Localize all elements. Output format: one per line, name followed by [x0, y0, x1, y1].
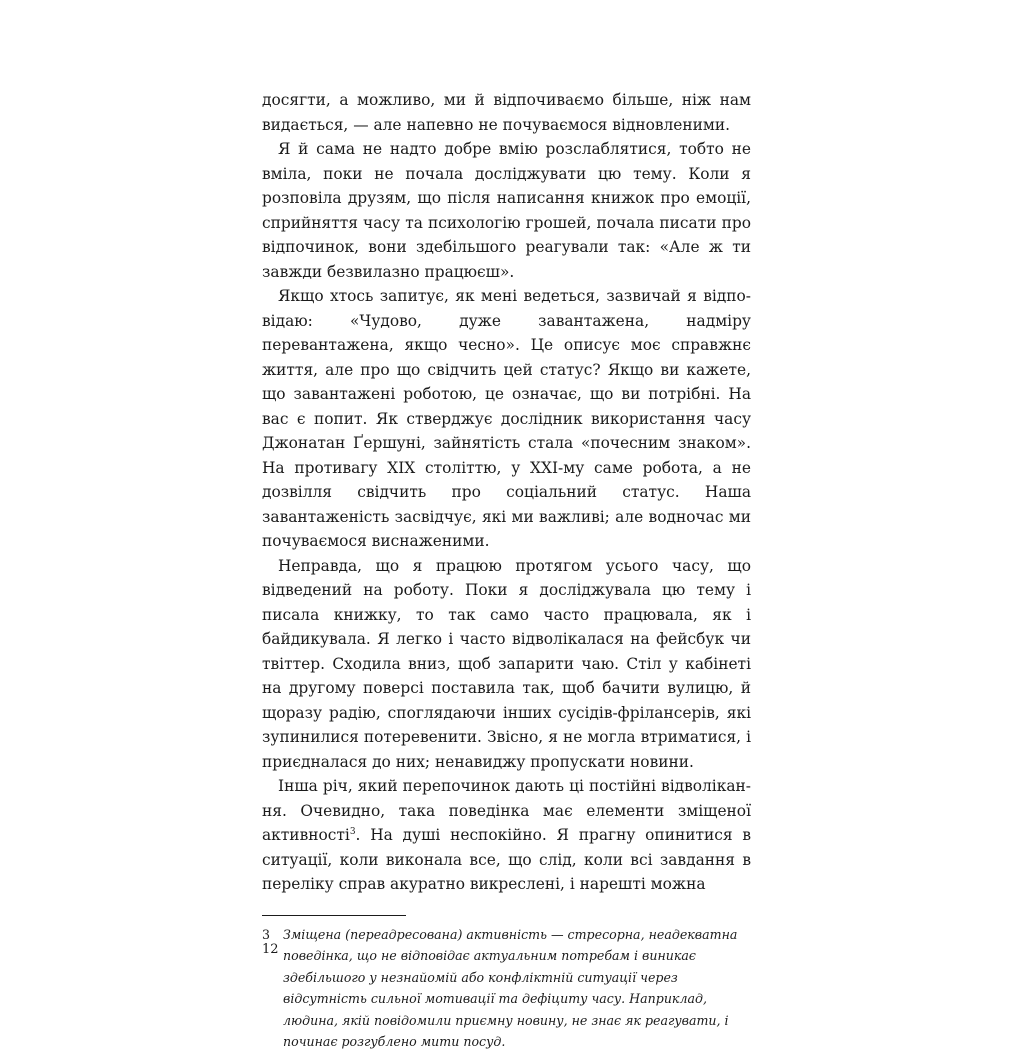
paragraph-text-after-note: . На душі неспокійно. Я прагну опинитися в ситуації, коли виконала все, що слід, коли всі завдання в переліку справ акуратно викреслені, і нарешті можна	[262, 826, 751, 893]
footnote	[262, 924, 751, 1053]
paragraph-text-before-note: Інша річ, який перепочинок дають ці постійні відволікання. Очевидно, така поведінка має елементи зміщеної активності	[262, 777, 751, 844]
paragraph: Якщо хтось запитує, як мені ведеться, зазвичай я відповідаю: «Чудово, дуже завантажена, надміру перевантажена, якщо чесно». Це описує моє справжнє життя, але про що свідчить цей статус? Якщо ви кажете, що завантажені роботою, це означає, що ви потрібні. На вас є попит. Як стверджує дослідник використання часу Джонатан Ґершуні, зайнятість стала «почесним знаком». На противагу XIX століттю, у XXI-му саме робота, а не дозвілля свідчить про соціальний статус. Наша завантаженість засвідчує, які ми важливі; але водночас ми почуваємося виснаженими.	[262, 287, 751, 550]
page-number: 12	[262, 942, 279, 957]
paragraph-with-footnote-ref	[262, 774, 751, 897]
paragraph-continued: досягти, а можливо, ми й відпочиваємо більше, ніж нам видається, — але напевно не почуваємося відновленими.	[262, 91, 751, 134]
footnote-reference: 3	[349, 826, 356, 837]
footnote-number: 3	[262, 926, 271, 942]
body-text	[262, 88, 751, 897]
book-page	[262, 88, 751, 1053]
footnote-text: Зміщена (переадресована) активність — стресорна, неадекватна поведінка, що не відповідає актуальним потребам і виникає здебільшого у незнайомій або конфліктній ситуації через відсутність сильної мотивації та дефіциту часу. Наприклад, людина, якій повідомили приємну новину, не знає як реагувати, і починає розгублено мити посуд.	[283, 926, 738, 1049]
paragraph: Я й сама не надто добре вмію розслаблятися, тобто не вміла, поки не почала досліджувати цю тему. Коли я розповіла друзям, що після написання книжок про емоції, сприйняття часу та психологію грошей, почала писати про відпочинок, вони здебільшого реагували так: «Але ж ти завжди безвилазно працюєш».	[262, 140, 751, 281]
footnote-divider	[262, 915, 406, 916]
paragraph: Неправда, що я працюю протягом усього часу, що відведений на роботу. Поки я досліджувала цю тему і писала книжку, то так само часто працювала, як і байдикувала. Я легко і часто відволікалася на фейсбук чи твіттер. Сходила вниз, щоб запарити чаю. Стіл у кабінеті на другому поверсі поставила так, щоб бачити вулицю, й щоразу радію, споглядаючи інших сусідів-фрілансерів, які зупинилися потеревенити. Звісно, я не могла втриматися, і приєдналася до них; ненавиджу пропускати новини.	[262, 556, 751, 771]
